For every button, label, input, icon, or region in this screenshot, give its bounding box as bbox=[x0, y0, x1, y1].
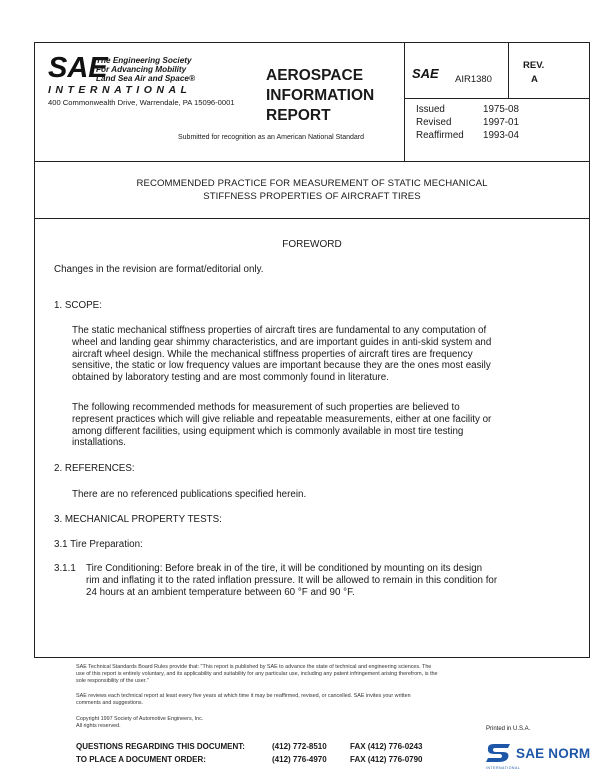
scope-p1-line: sensitive, the static or low frequency values are important because they are the ones most easily bbox=[72, 360, 491, 372]
rules-line: SAE Technical Standards Board Rules provide that: "This report is published by SAE to advance the state of technical and engineering sciences. The bbox=[76, 664, 432, 670]
scope-p1-line: The static mechanical stiffness properties of aircraft tires are fundamental to any computation of bbox=[72, 325, 487, 336]
questions-fax: FAX (412) 776-0243 bbox=[350, 742, 423, 751]
tire-conditioning-line: rim and inflating it to the rated inflation pressure. It will be allowed to remain in this condition for bbox=[86, 574, 498, 586]
review-policy bbox=[76, 693, 411, 707]
rights-line: All rights reserved. bbox=[76, 723, 121, 729]
scope-p2-line: among different facilities, using equipment which is commonly available in most tire testing bbox=[72, 425, 464, 437]
foreword-text: Changes in the revision are format/editorial only. bbox=[54, 264, 264, 275]
scope-p2-line: The following recommended methods for measurement of such properties are believed to bbox=[72, 402, 460, 413]
report-type-line-1: AEROSPACE bbox=[266, 67, 364, 84]
foreword-heading: FOREWORD bbox=[282, 239, 342, 250]
society-line-2: For Advancing Mobility bbox=[96, 65, 187, 74]
society-line-3: Land Sea Air and Space® bbox=[96, 74, 196, 83]
rules-line: sole responsibility of the user." bbox=[76, 678, 149, 684]
header-vertical-divider bbox=[404, 42, 405, 161]
docnum-divider bbox=[404, 98, 590, 99]
questions-phone[interactable]: (412) 772-8510 bbox=[272, 742, 327, 751]
issued-date: 1975-08 bbox=[483, 104, 519, 115]
logo-letters: SAE bbox=[48, 52, 108, 84]
revision-value: A bbox=[531, 74, 538, 85]
scope-p2-line: represent practices which will give reliable and repeatable measurements, either at one facility or bbox=[72, 413, 492, 425]
small-sae-logo bbox=[412, 66, 439, 81]
ansi-submission-note: Submitted for recognition as an American National Standard bbox=[178, 134, 364, 141]
tire-preparation-heading: 3.1 Tire Preparation: bbox=[54, 539, 143, 550]
reaffirmed-label: Reaffirmed bbox=[416, 130, 464, 141]
references-text: There are no referenced publications specified herein. bbox=[72, 489, 307, 500]
order-label: TO PLACE A DOCUMENT ORDER: bbox=[76, 755, 206, 764]
revised-label: Revised bbox=[416, 117, 452, 128]
technical-board-rules bbox=[76, 664, 438, 685]
report-type bbox=[266, 66, 374, 126]
society-line-1: The Engineering Society bbox=[96, 56, 192, 65]
sae-norm-subtext: INTERNATIONAL bbox=[486, 766, 521, 770]
sae-logo-mark bbox=[48, 52, 108, 84]
review-line: comments and suggestions. bbox=[76, 700, 144, 706]
issued-label: Issued bbox=[416, 104, 445, 115]
printed-in: Printed in U.S.A. bbox=[486, 726, 531, 732]
mechanical-tests-heading: 3. MECHANICAL PROPERTY TESTS: bbox=[54, 514, 222, 525]
references-heading: 2. REFERENCES: bbox=[54, 463, 135, 474]
scope-p2-line: installations. bbox=[72, 437, 126, 449]
report-type-line-2: INFORMATION bbox=[266, 87, 375, 104]
sae-norm-watermark: SAE NORM bbox=[516, 746, 591, 761]
scope-paragraph-2 bbox=[72, 402, 491, 449]
sae-norm-logo-icon bbox=[486, 742, 514, 764]
society-address: 400 Commonwealth Drive, Warrendale, PA 15096-0001 bbox=[48, 98, 235, 107]
document-title-line-1: RECOMMENDED PRACTICE FOR MEASUREMENT OF STATIC MECHANICAL bbox=[136, 178, 488, 189]
scope-p1-line: aircraft wheel design. While the mechanical stiffness properties of aircraft tires are frequency bbox=[72, 348, 473, 360]
revised-date: 1997-01 bbox=[483, 117, 519, 128]
tire-conditioning-number: 3.1.1 bbox=[54, 563, 76, 574]
order-phone[interactable]: (412) 776-4970 bbox=[272, 755, 327, 764]
reaffirmed-date: 1993-04 bbox=[483, 130, 519, 141]
scope-paragraph-1 bbox=[72, 325, 491, 384]
title-divider bbox=[34, 218, 590, 219]
document-number: AIR1380 bbox=[455, 74, 492, 85]
international-wordmark: INTERNATIONAL bbox=[48, 84, 192, 96]
tire-conditioning-text bbox=[86, 563, 497, 598]
tire-conditioning-line: Tire Conditioning: Before break in of the tire, it will be conditioned by mounting on its design bbox=[86, 563, 483, 574]
header-divider bbox=[34, 161, 590, 162]
report-type-line-3: REPORT bbox=[266, 107, 331, 124]
rev-vertical-divider bbox=[508, 42, 509, 98]
rules-line: use of this report is entirely voluntary, and its applicability and suitability for any particular use, including any patent infringement arising therefrom, is the bbox=[76, 671, 438, 677]
tire-conditioning-line: 24 hours at an ambient temperature between 60 °F and 90 °F. bbox=[86, 586, 355, 598]
svg-text:SAE: SAE bbox=[412, 66, 439, 81]
revision-label: REV. bbox=[523, 60, 545, 71]
review-line: SAE reviews each technical report at least every five years at which time it may be reaffirmed, revised, or cancelled. SAE invites your written bbox=[76, 693, 411, 699]
scope-heading: 1. SCOPE: bbox=[54, 300, 102, 311]
questions-label: QUESTIONS REGARDING THIS DOCUMENT: bbox=[76, 742, 245, 751]
scope-p1-line: wheel and landing gear shimmy characteristics, and are important guides in anti-skid system and bbox=[72, 336, 492, 348]
copyright-line: Copyright 1997 Society of Automotive Engineers, Inc. bbox=[76, 716, 204, 722]
document-title-line-2: STIFFNESS PROPERTIES OF AIRCRAFT TIRES bbox=[203, 191, 421, 202]
copyright-notice bbox=[76, 716, 203, 730]
scope-p1-line: obtained by laboratory testing and are most commonly found in literature. bbox=[72, 372, 389, 384]
order-fax: FAX (412) 776-0790 bbox=[350, 755, 423, 764]
